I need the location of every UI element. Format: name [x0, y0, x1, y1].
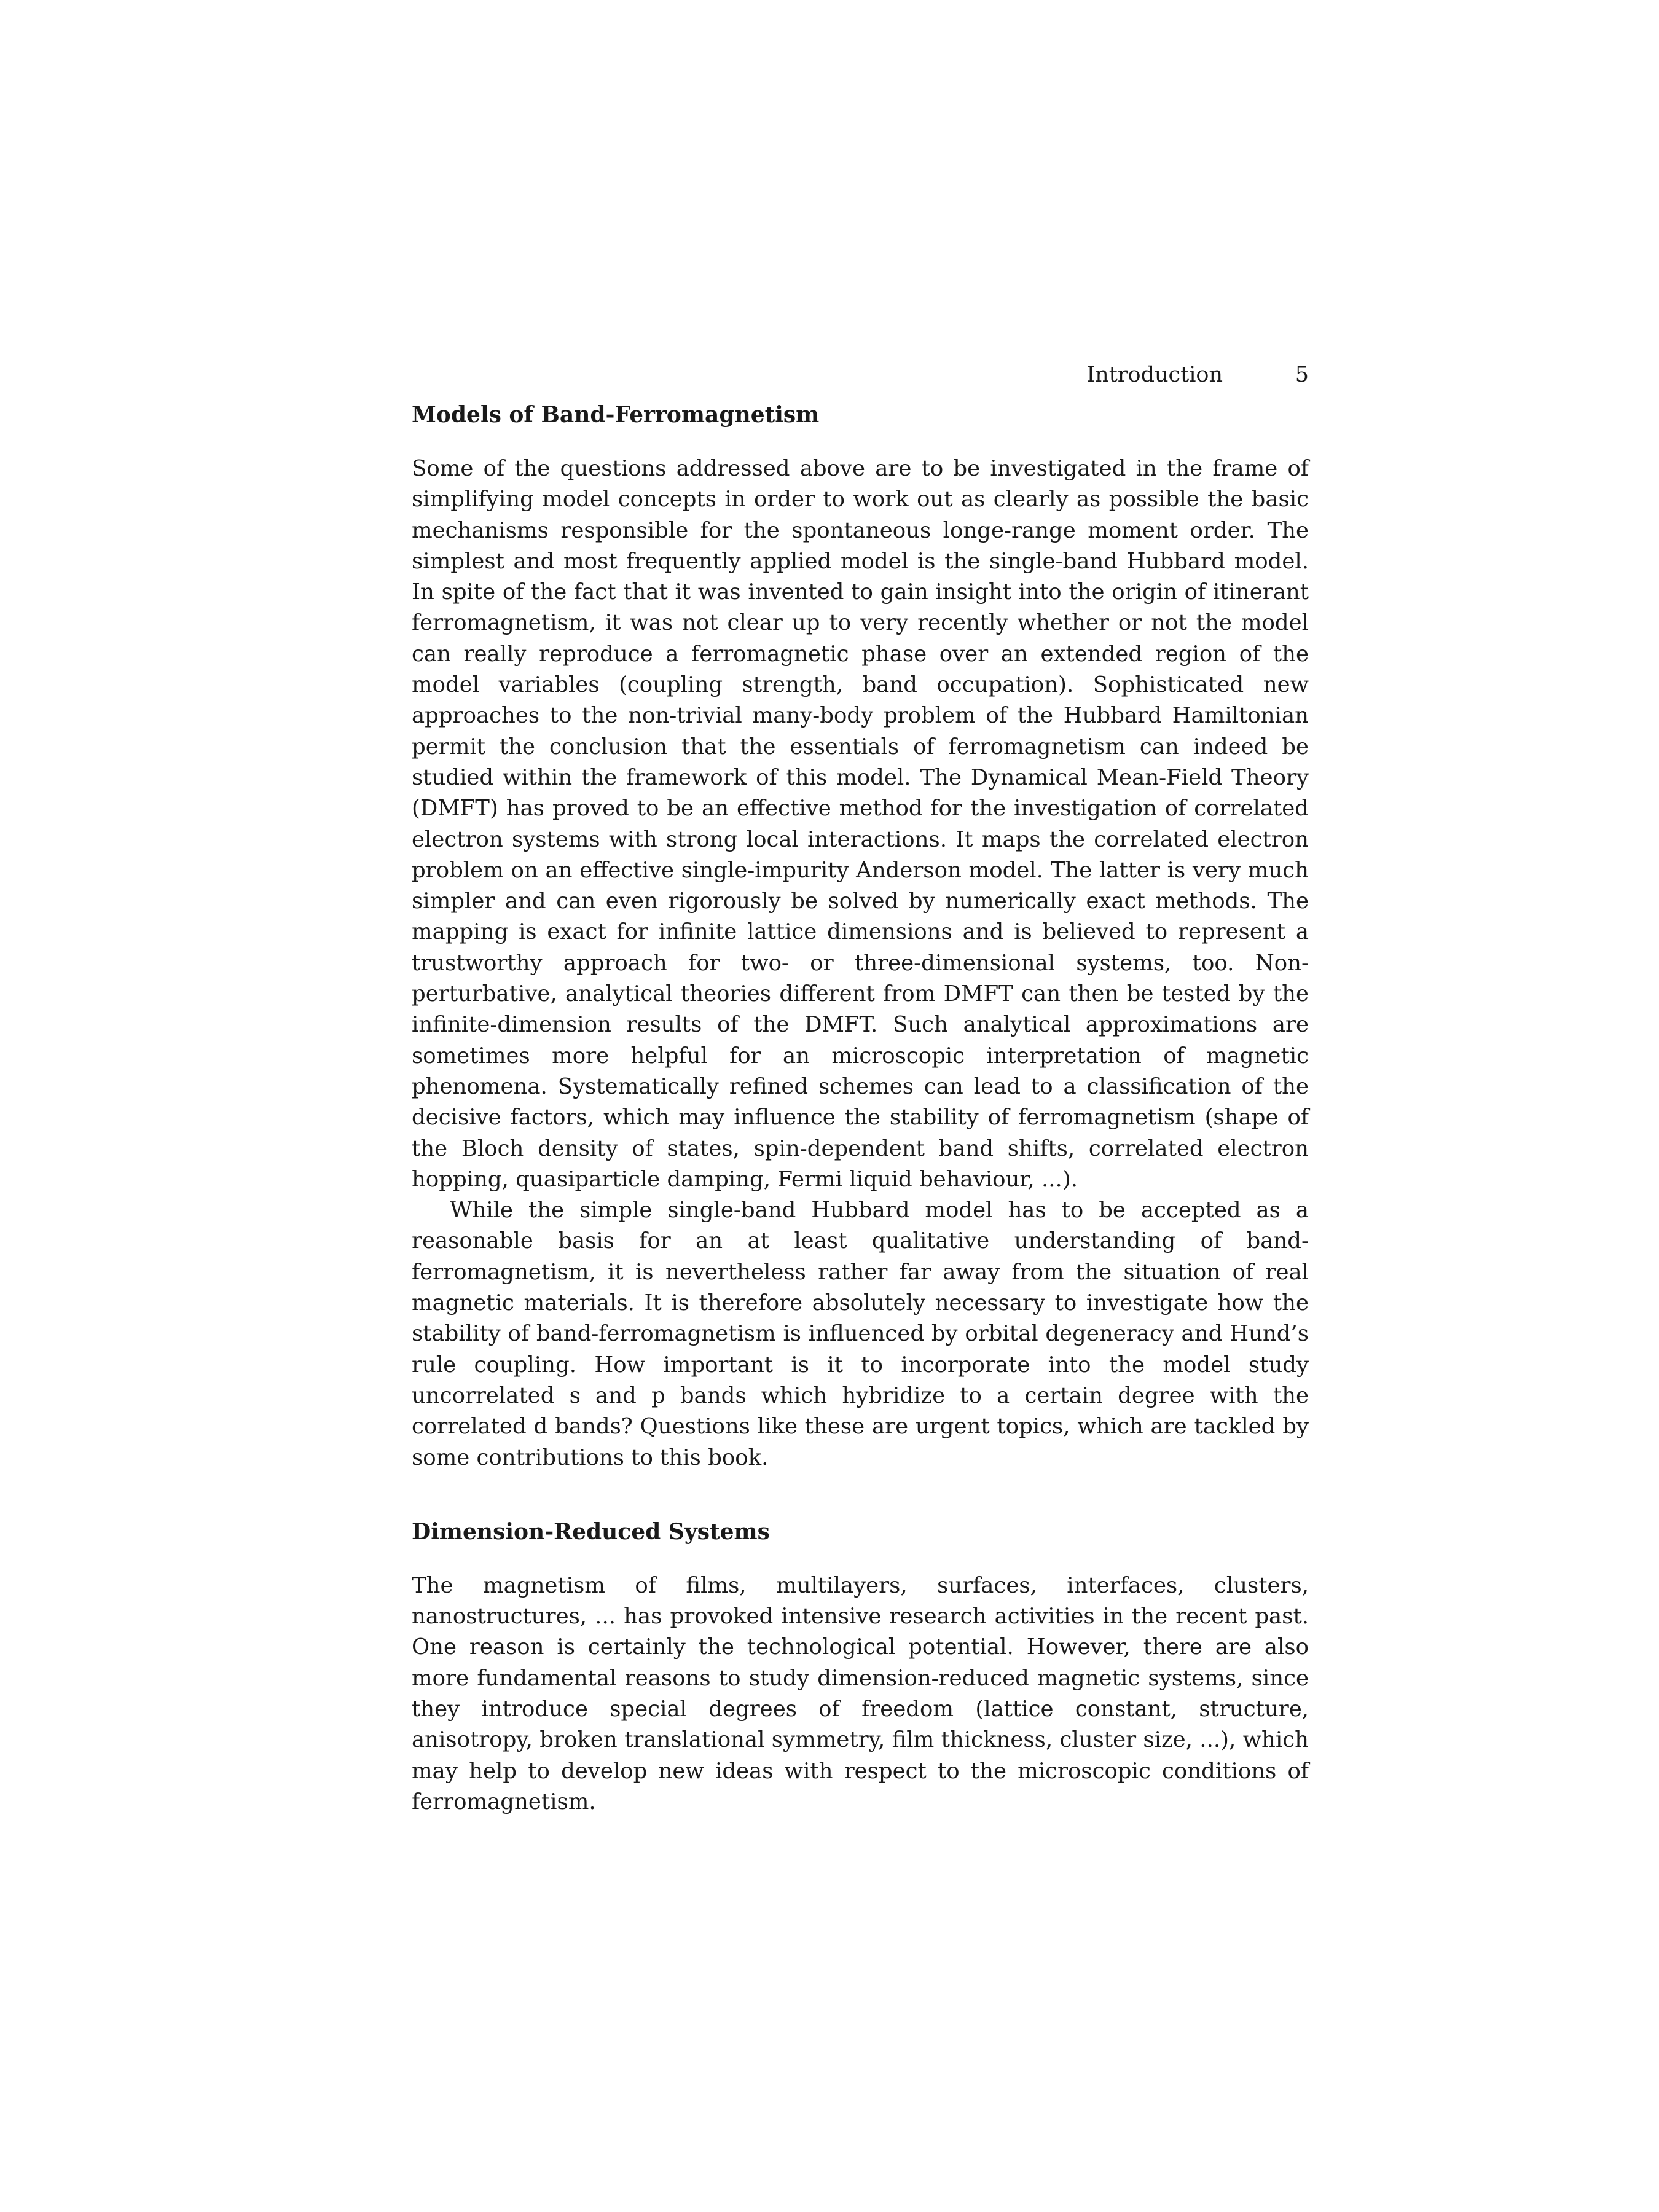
section-models-paragraph-2: While the simple single-band Hubbard model has to be accepted as a reasonable basis for an at least qualitative understanding of band-ferromagnetism, it is nevertheless rather far away from the situation of real magnetic materials. It is therefore absolutely necessary to investigate how the stability of band-ferromagnetism is influenced by orbital degeneracy and Hund’s rule coupling. How important is it to incorporate into the model study uncorrelated s and p bands which hybridize to a certain degree with the correlated d bands? Questions like these are urgent topics, which are tackled by some contributions to this book. — [412, 1198, 1309, 1470]
section-heading-dimension-reduced: Dimension-Reduced Systems — [412, 1518, 770, 1545]
running-head — [412, 363, 1309, 399]
page-number: 5 — [1295, 363, 1309, 387]
running-head-title: Introduction — [1086, 363, 1223, 387]
section-heading-models: Models of Band-Ferromagnetism — [412, 402, 820, 428]
book-page — [412, 363, 1309, 1818]
section-models-paragraph-1: Some of the questions addressed above are to be investigated in the frame of simplifying model concepts in order to work out as clearly as possible the basic mechanisms responsible for the spontaneous longe-range moment order. The simplest and most frequently applied model is the single-band Hubbard model. In spite of the fact that it was invented to gain insight into the origin of itinerant ferromagnetism, it was not clear up to very recently whether or not the model can really reproduce a ferromagnetic phase over an extended region of the model variables (coupling strength, band occupation). Sophisticated new approaches to the non-trivial many-body problem of the Hubbard Hamiltonian permit the conclusion that the essentials of ferromagnetism can indeed be studied within the framework of this model. The Dynamical Mean-Field Theory (DMFT) has proved to be an effective method for the investigation of correlated electron systems with strong local interactions. It maps the correlated electron problem on an effective single-impurity Anderson model. The latter is very much simpler and can even rigorously be solved by numerically exact methods. The mapping is exact for infinite lattice dimensions and is believed to represent a trustworthy approach for two- or three-dimensional systems, too. Non-perturbative, analytical theories different from DMFT can then be tested by the infinite-dimension results of the DMFT. Such analytical approximations are sometimes more helpful for an microscopic interpretation of magnetic phenomena. Systematically refined schemes can lead to a classification of the decisive factors, which may influence the stability of ferromagnetism (shape of the Bloch density of states, spin-dependent band shifts, correlated electron hopping, quasiparticle damping, Fermi liquid behaviour, ...). — [412, 456, 1309, 1192]
section-dimension-reduced-paragraph-1: The magnetism of films, multilayers, surfaces, interfaces, clusters, nanostructures, ... has provoked intensive research activities in the recent past. One reason is certainly the technological potential. However, there are also more fundamental reasons to study dimension-reduced magnetic systems, since they introduce special degrees of freedom (lattice constant, structure, anisotropy, broken translational symmetry, film thickness, cluster size, ...), which may help to develop new ideas with respect to the microscopic conditions of ferromagnetism. — [412, 1572, 1309, 1814]
